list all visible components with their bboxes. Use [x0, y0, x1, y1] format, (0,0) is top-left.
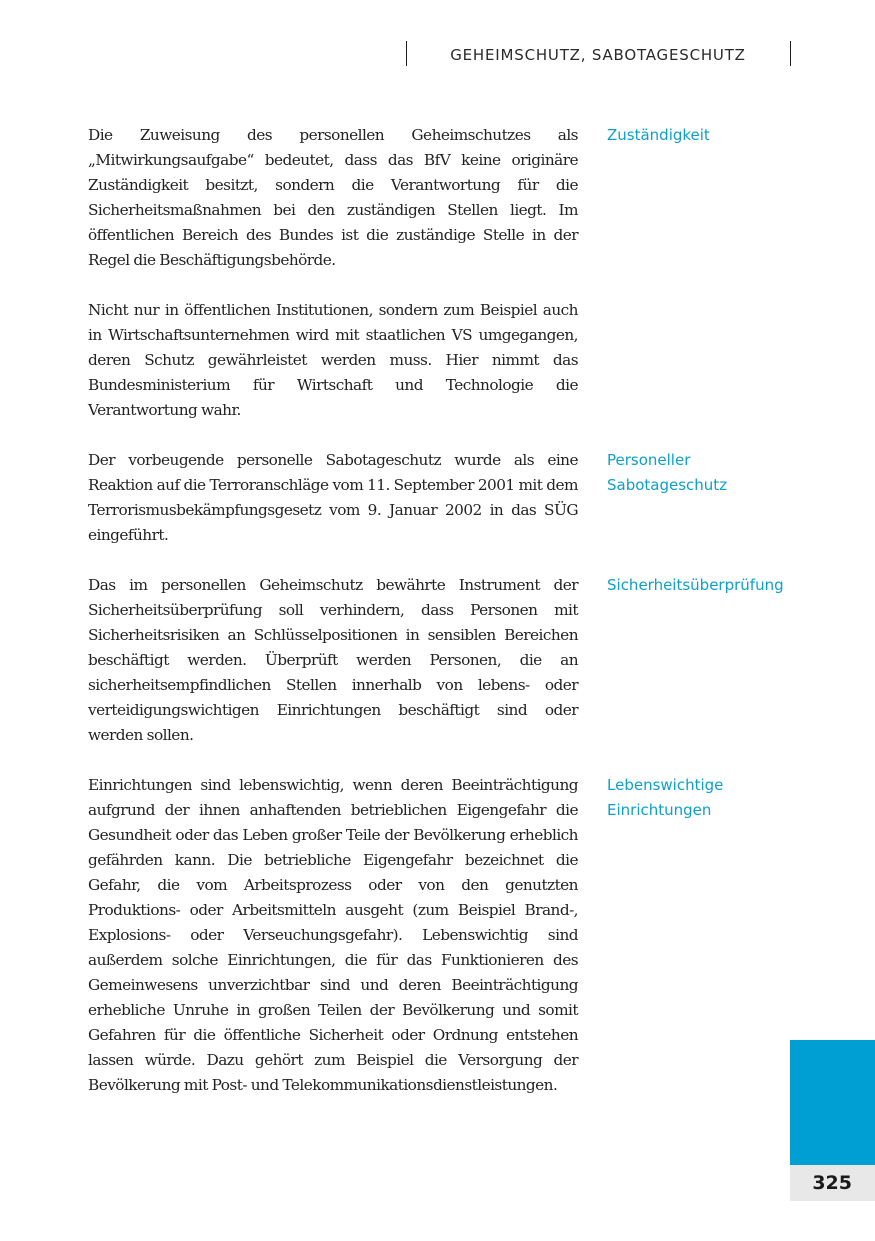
margin-note-lebenswichtige-einrichtungen: Lebenswichtige Einrichtungen — [607, 776, 724, 819]
paragraph-zustaendigkeit: Die Zuweisung des personellen Geheimschutzes als „Mitwirkungsaufgabe“ bedeutet, dass das BfV keine originäre Zuständigkeit besitzt, sondern die Verantwortung für die Sicherheitsmaßnahmen bei den zuständigen Stellen liegt. Im öffentlichen Bereich des Bundes ist die zuständige Stelle in der Regel die Beschäftigungsbehörde. — [88, 126, 578, 269]
margin-note-personeller-sabotageschutz: Personeller Sabotageschutz — [607, 451, 728, 494]
chapter-color-tab — [790, 1040, 875, 1165]
running-header: GEHEIMSCHUTZ, SABOTAGESCHUTZ — [450, 46, 746, 64]
margin-note-sicherheitsueberpruefung: Sicherheitsüberprüfung — [607, 576, 784, 594]
paragraph-sicherheitsueberpruefung: Das im personellen Geheimschutz bewährte Instrument der Sicherheitsüberprüfung soll verhindern, dass Personen mit Sicherheitsrisiken an Schlüsselpositionen in sensiblen Bereichen beschäftigt werden. Überprüft werden Personen, die an sicherheitsempfindlichen Stellen innerhalb von lebens- oder verteidigungswichtigen Einrichtungen beschäftigt sind oder werden sollen. — [88, 576, 578, 744]
paragraph-sabotageschutz: Der vorbeugende personelle Sabotageschutz wurde als eine Reaktion auf die Terroranschläge vom 11. September 2001 mit dem Terrorismusbekämpfungsgesetz vom 9. Januar 2002 in das SÜG eingeführt. — [88, 451, 578, 544]
header-right-rule — [790, 41, 791, 66]
margin-note-zustaendigkeit: Zuständigkeit — [607, 126, 710, 144]
paragraph-lebenswichtige-einrichtungen: Einrichtungen sind lebenswichtig, wenn deren Beeinträchtigung aufgrund der ihnen anhaftenden betrieblichen Eigengefahr die Gesundheit oder das Leben großer Teile der Bevölkerung erheblich gefährden kann. Die betriebliche Eigengefahr bezeichnet die Gefahr, die vom Arbeitsprozess oder von den genutzten Produktions- oder Arbeitsmitteln ausgeht (zum Beispiel Brand-, Explosions- oder Verseuchungsgefahr). Lebenswichtig sind außerdem solche Einrichtungen, die für das Funktionieren des Gemeinwesens unverzichtbar sind und deren Beeinträchtigung erhebliche Unruhe in großen Teilen der Bevölkerung und somit Gefahren für die öffentliche Sicherheit oder Ordnung entstehen lassen würde. Dazu gehört zum Beispiel die Versorgung der Bevölkerung mit Post- und Telekommunikationsdienstleistungen. — [88, 776, 578, 1094]
paragraph-wirtschaft: Nicht nur in öffentlichen Institutionen, sondern zum Beispiel auch in Wirtschaftsunternehmen wird mit staatlichen VS umgegangen, deren Schutz gewährleistet werden muss. Hier nimmt das Bundesministerium für Wirtschaft und Technologie die Verantwortung wahr. — [88, 301, 578, 419]
page-number: 325 — [812, 1172, 852, 1194]
